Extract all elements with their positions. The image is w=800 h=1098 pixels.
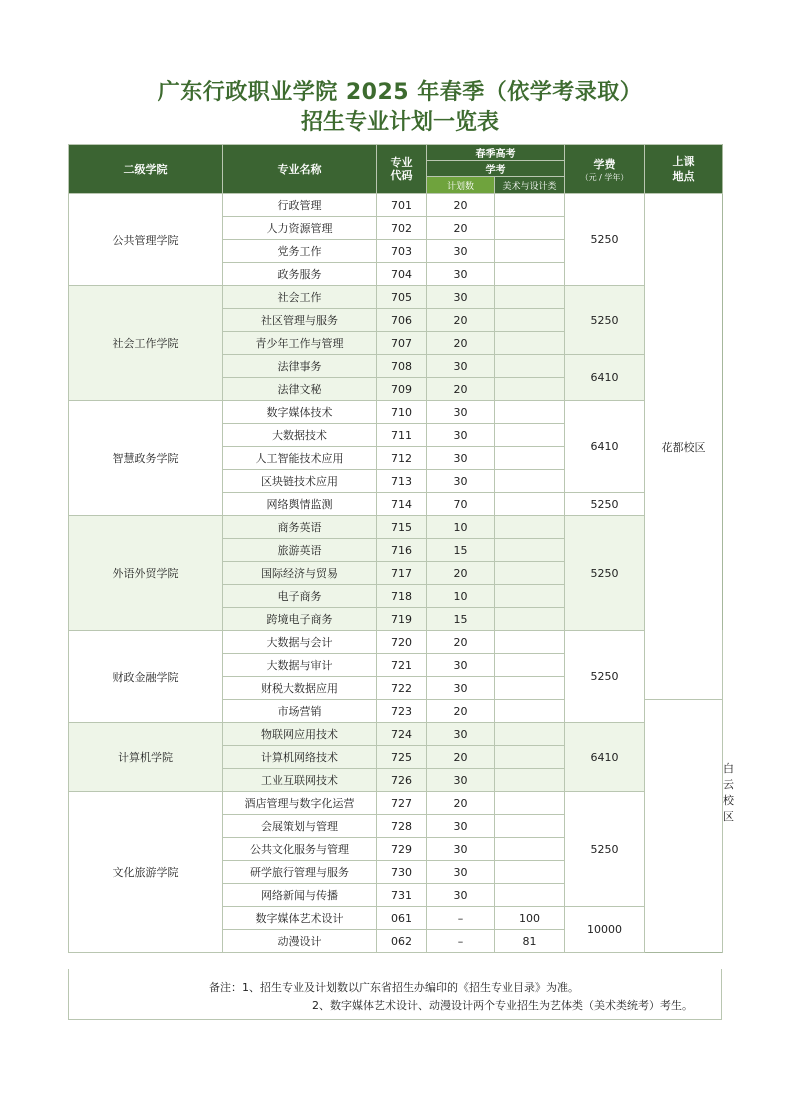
note-line-1: 备注：1、招生专业及计划数以广东省招生办编印的《招生专业目录》为准。 <box>209 981 579 994</box>
major-code: 717 <box>377 562 427 585</box>
plan-count: 30 <box>427 815 495 838</box>
plan-count: 20 <box>427 332 495 355</box>
art-count <box>495 516 565 539</box>
fee-cell: 5250 <box>565 194 645 286</box>
major-code: 718 <box>377 585 427 608</box>
major-name: 旅游英语 <box>223 539 377 562</box>
plan-count: 20 <box>427 217 495 240</box>
major-name: 网络新闻与传播 <box>223 884 377 907</box>
plan-count: 20 <box>427 700 495 723</box>
college-cell: 公共管理学院 <box>69 194 223 286</box>
major-name: 数字媒体艺术设计 <box>223 907 377 930</box>
college-cell: 财政金融学院 <box>69 631 223 723</box>
major-code: 711 <box>377 424 427 447</box>
plan-count: 20 <box>427 309 495 332</box>
major-name: 人力资源管理 <box>223 217 377 240</box>
plan-count: 20 <box>427 746 495 769</box>
major-name: 政务服务 <box>223 263 377 286</box>
art-count <box>495 677 565 700</box>
art-count <box>495 769 565 792</box>
enrollment-plan-table: 二级学院 专业名称 专业代码 春季高考 学费 （元 / 学年） 上课地点 学考 计划数 美术与设计类 公共管理学院 行政管理 701 20 5250 花都校区 人力资源管理 702 20 党务工作 703 30 政务服务 704 30 社会工作学院 社会工作 705 30 5250 社区管理与服务 706 20 青少年工作与管理 707 20 法律事务 708 30 6410 法律文秘 709 20 智慧政务学院 数字媒体技术 710 30 6410 大数据技术 711 30 人工智能技术应用 712 30 区块链技术应用 713 30 网络舆情监测 714 70 5250 外语外贸学院 商务英语 715 10 5250 旅游英语 716 15 国际经济与贸易 717 20 电子商务 718 10 跨境电子商务 719 15 财政金融学院 大数据与会计 720 20 5250 白云校区 大数据与审计 721 30 财税大数据应用 722 30 市场营销 723 20 计算机学院 物联网应用技术 724 30 6410 计算机网络技术 725 20 工业互联网技术 726 30 文化旅游学院 酒店管理与数字化运营 727 20 5250 会展策划与管理 728 30 公共文化服务与管理 729 30 研学旅行管理与服务 730 30 网络新闻与传播 731 30 数字媒体艺术设计 061 – 100 10000 动漫设计 062 – 81 <box>68 144 723 953</box>
art-count <box>495 378 565 401</box>
major-code: 062 <box>377 930 427 953</box>
major-name: 动漫设计 <box>223 930 377 953</box>
major-name: 研学旅行管理与服务 <box>223 861 377 884</box>
art-count <box>495 401 565 424</box>
college-cell: 文化旅游学院 <box>69 792 223 953</box>
major-code: 722 <box>377 677 427 700</box>
major-code: 713 <box>377 470 427 493</box>
plan-count: 30 <box>427 884 495 907</box>
plan-count: 30 <box>427 838 495 861</box>
major-code: 708 <box>377 355 427 378</box>
art-count <box>495 263 565 286</box>
major-code: 061 <box>377 907 427 930</box>
major-name: 财税大数据应用 <box>223 677 377 700</box>
art-count <box>495 447 565 470</box>
fee-cell: 5250 <box>565 631 645 723</box>
art-count <box>495 309 565 332</box>
art-count: 100 <box>495 907 565 930</box>
art-count <box>495 539 565 562</box>
fee-cell: 5250 <box>565 286 645 355</box>
major-name: 区块链技术应用 <box>223 470 377 493</box>
major-code: 724 <box>377 723 427 746</box>
plan-count: 30 <box>427 723 495 746</box>
art-count <box>495 562 565 585</box>
plan-count: 20 <box>427 792 495 815</box>
major-code: 710 <box>377 401 427 424</box>
title-line-2: 招生专业计划一览表 <box>300 110 499 135</box>
art-count <box>495 838 565 861</box>
major-name: 国际经济与贸易 <box>223 562 377 585</box>
major-name: 行政管理 <box>223 194 377 217</box>
header-spring-exam: 春季高考 <box>427 145 565 161</box>
major-name: 法律文秘 <box>223 378 377 401</box>
major-name: 酒店管理与数字化运营 <box>223 792 377 815</box>
art-count <box>495 723 565 746</box>
major-name: 工业互联网技术 <box>223 769 377 792</box>
major-name: 公共文化服务与管理 <box>223 838 377 861</box>
art-count <box>495 884 565 907</box>
major-code: 726 <box>377 769 427 792</box>
art-count <box>495 746 565 769</box>
major-code: 703 <box>377 240 427 263</box>
plan-count: – <box>427 930 495 953</box>
fee-cell: 10000 <box>565 907 645 953</box>
art-count <box>495 608 565 631</box>
major-name: 大数据与会计 <box>223 631 377 654</box>
major-code: 729 <box>377 838 427 861</box>
major-code: 720 <box>377 631 427 654</box>
major-name: 法律事务 <box>223 355 377 378</box>
header-plan-count: 计划数 <box>427 177 495 194</box>
plan-count: 30 <box>427 355 495 378</box>
plan-count: 30 <box>427 286 495 309</box>
header-xuekao: 学考 <box>427 161 565 177</box>
college-cell: 外语外贸学院 <box>69 516 223 631</box>
major-name: 社会工作 <box>223 286 377 309</box>
major-code: 702 <box>377 217 427 240</box>
plan-count: 30 <box>427 401 495 424</box>
plan-count: 30 <box>427 263 495 286</box>
fee-cell: 6410 <box>565 723 645 792</box>
header-fee <box>565 145 645 194</box>
art-count <box>495 217 565 240</box>
art-count <box>495 332 565 355</box>
plan-count: 30 <box>427 677 495 700</box>
art-count <box>495 631 565 654</box>
plan-count: 20 <box>427 562 495 585</box>
header-code: 专业代码 <box>377 145 427 194</box>
header-fee-label: 学费 <box>593 157 616 171</box>
art-count <box>495 585 565 608</box>
major-code: 716 <box>377 539 427 562</box>
major-code: 730 <box>377 861 427 884</box>
art-count <box>495 654 565 677</box>
major-name: 电子商务 <box>223 585 377 608</box>
major-code: 707 <box>377 332 427 355</box>
major-name: 会展策划与管理 <box>223 815 377 838</box>
plan-count: 30 <box>427 240 495 263</box>
fee-cell: 5250 <box>565 792 645 907</box>
major-code: 721 <box>377 654 427 677</box>
page-title <box>0 78 800 138</box>
major-name: 青少年工作与管理 <box>223 332 377 355</box>
major-code: 714 <box>377 493 427 516</box>
header-fee-unit: （元 / 学年） <box>580 172 629 182</box>
major-code: 706 <box>377 309 427 332</box>
plan-count: 20 <box>427 378 495 401</box>
art-count <box>495 286 565 309</box>
major-name: 社区管理与服务 <box>223 309 377 332</box>
art-count <box>495 700 565 723</box>
art-count <box>495 470 565 493</box>
plan-count: 30 <box>427 769 495 792</box>
note-line-2: 2、数字媒体艺术设计、动漫设计两个专业招生为艺体类（美术类统考）考生。 <box>312 999 693 1012</box>
major-name: 网络舆情监测 <box>223 493 377 516</box>
plan-count: – <box>427 907 495 930</box>
major-name: 商务英语 <box>223 516 377 539</box>
plan-count: 30 <box>427 424 495 447</box>
major-code: 701 <box>377 194 427 217</box>
major-name: 人工智能技术应用 <box>223 447 377 470</box>
major-name: 数字媒体技术 <box>223 401 377 424</box>
plan-count: 20 <box>427 194 495 217</box>
major-code: 709 <box>377 378 427 401</box>
major-code: 719 <box>377 608 427 631</box>
art-count <box>495 194 565 217</box>
art-count <box>495 355 565 378</box>
plan-count: 30 <box>427 470 495 493</box>
major-name: 党务工作 <box>223 240 377 263</box>
plan-count: 30 <box>427 861 495 884</box>
major-code: 715 <box>377 516 427 539</box>
plan-count: 10 <box>427 585 495 608</box>
major-code: 705 <box>377 286 427 309</box>
art-count: 81 <box>495 930 565 953</box>
header-campus: 上课地点 <box>645 145 723 194</box>
major-code: 728 <box>377 815 427 838</box>
art-count <box>495 493 565 516</box>
plan-count: 15 <box>427 539 495 562</box>
campus-cell: 花都校区 <box>645 194 723 700</box>
header-art-design: 美术与设计类 <box>495 177 565 194</box>
major-code: 727 <box>377 792 427 815</box>
art-count <box>495 240 565 263</box>
college-cell: 计算机学院 <box>69 723 223 792</box>
fee-cell: 6410 <box>565 401 645 493</box>
title-line-1: 广东行政职业学院 2025 年春季（依学考录取） <box>157 80 643 105</box>
header-major: 专业名称 <box>223 145 377 194</box>
plan-count: 70 <box>427 493 495 516</box>
major-code: 704 <box>377 263 427 286</box>
college-cell: 社会工作学院 <box>69 286 223 401</box>
plan-count: 10 <box>427 516 495 539</box>
fee-cell: 5250 <box>565 516 645 631</box>
art-count <box>495 792 565 815</box>
art-count <box>495 815 565 838</box>
major-code: 712 <box>377 447 427 470</box>
major-code: 723 <box>377 700 427 723</box>
fee-cell: 5250 <box>565 493 645 516</box>
fee-cell: 6410 <box>565 355 645 401</box>
plan-count: 20 <box>427 631 495 654</box>
major-code: 725 <box>377 746 427 769</box>
major-code: 731 <box>377 884 427 907</box>
art-count <box>495 424 565 447</box>
major-name: 物联网应用技术 <box>223 723 377 746</box>
plan-count: 30 <box>427 654 495 677</box>
major-name: 市场营销 <box>223 700 377 723</box>
major-name: 大数据技术 <box>223 424 377 447</box>
plan-count: 30 <box>427 447 495 470</box>
art-count <box>495 861 565 884</box>
header-college: 二级学院 <box>69 145 223 194</box>
notes-box <box>68 969 722 1020</box>
major-name: 计算机网络技术 <box>223 746 377 769</box>
plan-count: 15 <box>427 608 495 631</box>
major-name: 跨境电子商务 <box>223 608 377 631</box>
major-name: 大数据与审计 <box>223 654 377 677</box>
college-cell: 智慧政务学院 <box>69 401 223 516</box>
